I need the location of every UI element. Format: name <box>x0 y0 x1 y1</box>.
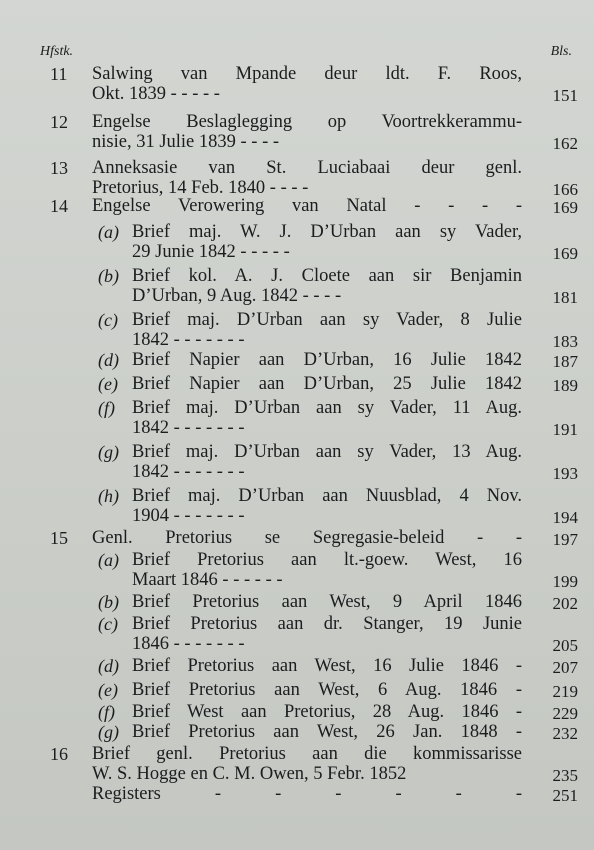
subsection-letter: (b) <box>98 266 119 286</box>
entry-title <box>132 592 522 612</box>
entry-title-line: Brief Napier aan D’Urban, 16 Julie 1842 <box>132 350 522 370</box>
page-column-header: Bls. <box>550 44 572 59</box>
entry-title-line: 29 Junie 1842 - - - - - <box>132 242 290 262</box>
page-number: 151 <box>552 86 578 105</box>
entry-title-line: Salwing van Mpande deur ldt. F. Roos, <box>92 64 522 84</box>
subsection-letter: (e) <box>98 680 118 700</box>
entry-title-line: Brief maj. D’Urban aan Nuusblad, 4 Nov. <box>132 486 522 506</box>
page-number: 169 <box>552 198 578 217</box>
entry-title-line: Engelse Beslaglegging op Voortrekkerammu- <box>92 112 522 132</box>
entry-title-line: Brief maj. W. J. D’Urban aan sy Vader, <box>132 222 522 242</box>
entry-title <box>132 722 522 742</box>
chapter-number: 16 <box>50 744 68 764</box>
entry-title <box>132 222 522 262</box>
subsection-letter: (c) <box>98 310 118 330</box>
entry-title <box>132 350 522 370</box>
entry-title-line: Brief Pretorius aan West, 26 Jan. 1848 - <box>132 722 522 742</box>
entry-title-line: D’Urban, 9 Aug. 1842 - - - - <box>132 286 342 306</box>
page-number: 162 <box>552 134 578 153</box>
subsection-letter: (f) <box>98 398 115 418</box>
page-number: 187 <box>552 352 578 371</box>
page-number: 251 <box>552 786 578 805</box>
page-number: 207 <box>552 658 578 677</box>
page-number: 205 <box>552 636 578 655</box>
subsection-letter: (f) <box>98 702 115 722</box>
page-number: 191 <box>552 420 578 439</box>
chapter-number: 15 <box>50 528 68 548</box>
subsection-letter: (d) <box>98 350 119 370</box>
entry-title-line: Brief maj. D’Urban aan sy Vader, 11 Aug. <box>132 398 522 418</box>
entry-title-line: Brief maj. D’Urban aan sy Vader, 8 Julie <box>132 310 522 330</box>
subsection-letter: (a) <box>98 550 119 570</box>
entry-title <box>132 398 522 438</box>
entry-title <box>92 64 522 104</box>
page-number: 183 <box>552 332 578 351</box>
entry-title-line: nisie, 31 Julie 1839 - - - - <box>92 132 280 152</box>
entry-title-line: 1842 - - - - - - - <box>132 418 245 438</box>
entry-title <box>132 680 522 700</box>
entry-title <box>132 702 522 722</box>
entry-title <box>92 196 522 216</box>
entry-title-line: Brief kol. A. J. Cloete aan sir Benjamin <box>132 266 522 286</box>
page-number: 189 <box>552 376 578 395</box>
entry-title-line: Anneksasie van St. Luciabaai deur genl. <box>92 158 522 178</box>
page-number: 197 <box>552 530 578 549</box>
entry-title-line: 1904 - - - - - - - <box>132 506 245 526</box>
entry-title-line: Brief Napier aan D’Urban, 25 Julie 1842 <box>132 374 522 394</box>
entry-title-line: Brief genl. Pretorius aan die kommissarisse <box>92 744 522 764</box>
entry-title-line: Okt. 1839 - - - - - <box>92 84 220 104</box>
entry-title-line: Genl. Pretorius se Segregasie-beleid - - <box>92 528 522 548</box>
chapter-number: 11 <box>50 64 68 84</box>
entry-title <box>92 528 522 548</box>
page-number: 202 <box>552 594 578 613</box>
subsection-letter: (e) <box>98 374 118 394</box>
entry-title <box>132 614 522 654</box>
entry-title <box>132 266 522 306</box>
entry-title <box>132 374 522 394</box>
entry-title <box>92 784 522 804</box>
entry-title-line: 1846 - - - - - - - <box>132 634 245 654</box>
subsection-letter: (h) <box>98 486 119 506</box>
page-number: 219 <box>552 682 578 701</box>
page-number: 232 <box>552 724 578 743</box>
entry-title-line: 1842 - - - - - - - <box>132 330 245 350</box>
entry-title-line: Pretorius, 14 Feb. 1840 - - - - <box>92 178 309 198</box>
subsection-letter: (b) <box>98 592 119 612</box>
page-number: 166 <box>552 180 578 199</box>
entry-title <box>132 310 522 350</box>
entry-title <box>92 158 522 198</box>
entry-title-line: Brief Pretorius aan lt.-goew. West, 16 <box>132 550 522 570</box>
entry-title-line: Engelse Verowering van Natal - - - - <box>92 196 522 216</box>
entry-title-line: Brief Pretorius aan dr. Stanger, 19 Junie <box>132 614 522 634</box>
entry-title <box>132 442 522 482</box>
page-number: 199 <box>552 572 578 591</box>
page-number: 181 <box>552 288 578 307</box>
entry-title-line: Brief Pretorius aan West, 6 Aug. 1846 - <box>132 680 522 700</box>
entry-title-line: W. S. Hogge en C. M. Owen, 5 Febr. 1852 <box>92 764 407 784</box>
entry-title-line: Registers - - - - - - <box>92 784 522 804</box>
entry-title-line: Brief West aan Pretorius, 28 Aug. 1846 - <box>132 702 522 722</box>
page-number: 169 <box>552 244 578 263</box>
subsection-letter: (g) <box>98 722 119 742</box>
entry-title <box>92 744 522 784</box>
entry-title <box>132 656 522 676</box>
subsection-letter: (a) <box>98 222 119 242</box>
chapter-column-header: Hfstk. <box>40 44 74 59</box>
entry-title <box>132 486 522 526</box>
entry-title-line: Maart 1846 - - - - - - <box>132 570 283 590</box>
entry-title-line: Brief Pretorius aan West, 9 April 1846 <box>132 592 522 612</box>
page-number: 229 <box>552 704 578 723</box>
subsection-letter: (g) <box>98 442 119 462</box>
page-number: 235 <box>552 766 578 785</box>
chapter-number: 14 <box>50 196 68 216</box>
chapter-number: 12 <box>50 112 68 132</box>
entry-title <box>92 112 522 152</box>
entry-title-line: Brief maj. D’Urban aan sy Vader, 13 Aug. <box>132 442 522 462</box>
entry-title-line: 1842 - - - - - - - <box>132 462 245 482</box>
entry-title-line: Brief Pretorius aan West, 16 Julie 1846 - <box>132 656 522 676</box>
subsection-letter: (c) <box>98 614 118 634</box>
page-number: 194 <box>552 508 578 527</box>
page-number: 193 <box>552 464 578 483</box>
subsection-letter: (d) <box>98 656 119 676</box>
entry-title <box>132 550 522 590</box>
chapter-number: 13 <box>50 158 68 178</box>
